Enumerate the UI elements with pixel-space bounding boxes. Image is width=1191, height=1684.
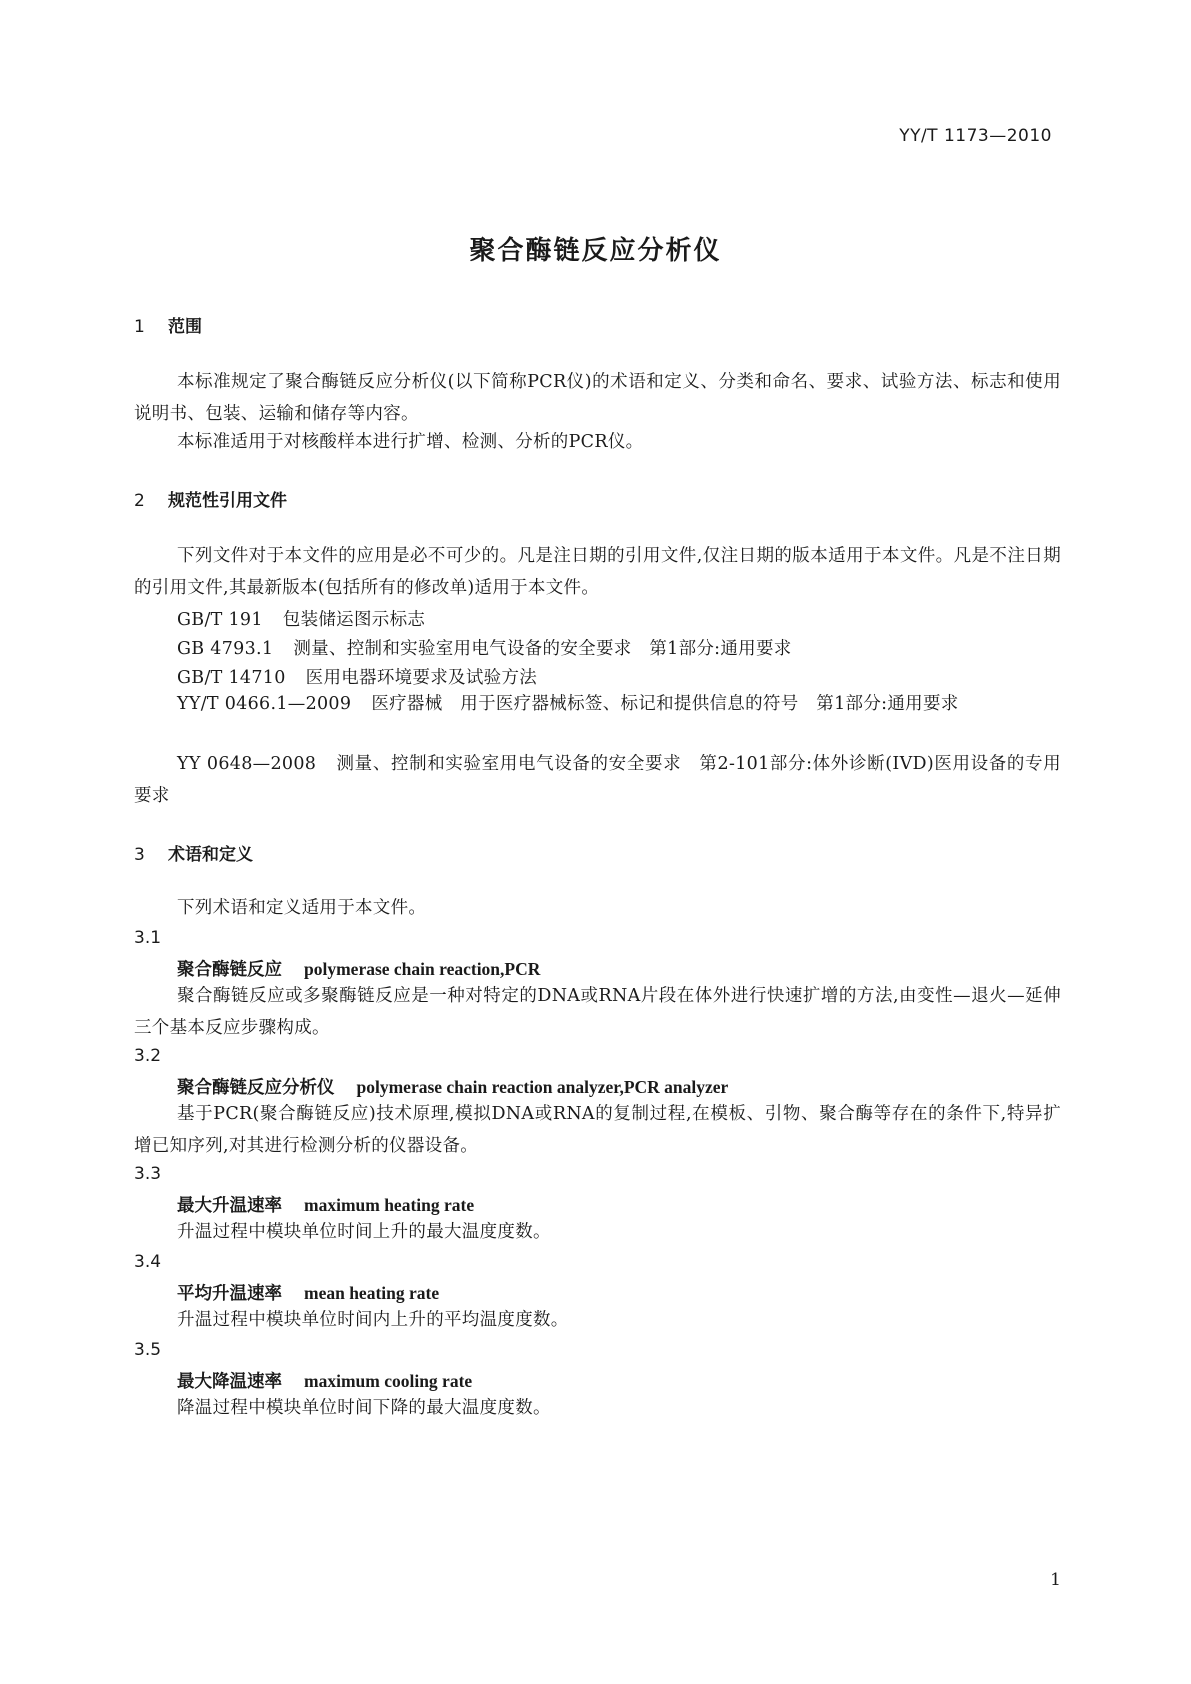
section-number: 1	[134, 317, 145, 337]
section-3-heading	[134, 840, 253, 865]
reference-code: YY/T 0466.1—2009	[177, 694, 352, 714]
term-number: 3.3	[134, 1164, 162, 1184]
terms-intro: 下列术语和定义适用于本文件。	[177, 898, 427, 918]
term-number: 3.5	[134, 1340, 162, 1360]
term-definition: 降温过程中模块单位时间下降的最大温度度数。	[177, 1398, 551, 1418]
reference-item	[177, 664, 537, 689]
standard-code: YY/T 1173—2010	[899, 126, 1052, 146]
term-definition: 升温过程中模块单位时间内上升的平均温度度数。	[177, 1310, 569, 1330]
section-1-heading	[134, 312, 202, 337]
reference-item	[177, 635, 792, 660]
reference-title: 包装储运图示标志	[282, 610, 426, 630]
term-title	[177, 956, 540, 981]
references-intro: 下列文件对于本文件的应用是必不可少的。凡是注日期的引用文件,仅注日期的版本适用于本文件。凡是不注日期的引用文件,其最新版本(包括所有的修改单)适用于本文件。	[134, 546, 1061, 598]
page-number: 1	[1050, 1570, 1061, 1590]
term-title-zh: 最大升温速率	[177, 1196, 282, 1216]
term-title	[177, 1280, 439, 1305]
scope-paragraph-1: 本标准规定了聚合酶链反应分析仪(以下简称PCR仪)的术语和定义、分类和命名、要求、试验方法、标志和使用说明书、包装、运输和储存等内容。	[134, 372, 1061, 424]
term-title	[177, 1368, 472, 1393]
term-definition: 基于PCR(聚合酶链反应)技术原理,模拟DNA或RNA的复制过程,在模板、引物、聚合酶等存在的条件下,特异扩增已知序列,对其进行检测分析的仪器设备。	[134, 1104, 1061, 1156]
term-title-zh: 聚合酶链反应	[177, 960, 282, 980]
section-number: 3	[134, 845, 145, 865]
term-title-en: polymerase chain reaction,PCR	[304, 959, 541, 979]
reference-item	[134, 688, 1061, 720]
reference-item	[177, 606, 425, 631]
term-definition: 聚合酶链反应或多聚酶链反应是一种对特定的DNA或RNA片段在体外进行快速扩增的方法,由变性—退火—延伸三个基本反应步骤构成。	[134, 986, 1061, 1038]
section-2-heading	[134, 486, 287, 511]
reference-title: 医疗器械 用于医疗器械标签、标记和提供信息的符号 第1部分:通用要求	[371, 694, 959, 714]
term-number: 3.2	[134, 1046, 162, 1066]
reference-code: GB/T 191	[177, 610, 263, 630]
reference-code: YY 0648—2008	[177, 754, 317, 774]
term-title-zh: 平均升温速率	[177, 1284, 282, 1304]
term-title-en: mean heating rate	[304, 1283, 440, 1303]
term-number: 3.1	[134, 928, 162, 948]
reference-code: GB 4793.1	[177, 639, 274, 659]
term-title-zh: 聚合酶链反应分析仪	[177, 1078, 335, 1098]
reference-code: GB/T 14710	[177, 668, 286, 688]
reference-item	[134, 748, 1061, 812]
term-title-zh: 最大降温速率	[177, 1372, 282, 1392]
section-title: 规范性引用文件	[168, 491, 287, 511]
document-title: 聚合酶链反应分析仪	[469, 236, 722, 266]
term-title-en: polymerase chain reaction analyzer,PCR analyzer	[356, 1077, 729, 1097]
section-title: 范围	[168, 317, 202, 337]
term-title	[177, 1074, 728, 1099]
reference-title: 测量、控制和实验室用电气设备的安全要求 第1部分:通用要求	[293, 639, 792, 659]
term-title-en: maximum cooling rate	[304, 1371, 473, 1391]
term-title	[177, 1192, 474, 1217]
reference-title: 测量、控制和实验室用电气设备的安全要求 第2-101部分:体外诊断(IVD)医用设备的专用要求	[134, 754, 1061, 806]
term-title-en: maximum heating rate	[304, 1195, 475, 1215]
section-number: 2	[134, 491, 145, 511]
reference-title: 医用电器环境要求及试验方法	[305, 668, 538, 688]
section-title: 术语和定义	[168, 845, 253, 865]
term-definition: 升温过程中模块单位时间上升的最大温度度数。	[177, 1222, 551, 1242]
term-number: 3.4	[134, 1252, 162, 1272]
scope-paragraph-2: 本标准适用于对核酸样本进行扩增、检测、分析的PCR仪。	[177, 432, 644, 452]
